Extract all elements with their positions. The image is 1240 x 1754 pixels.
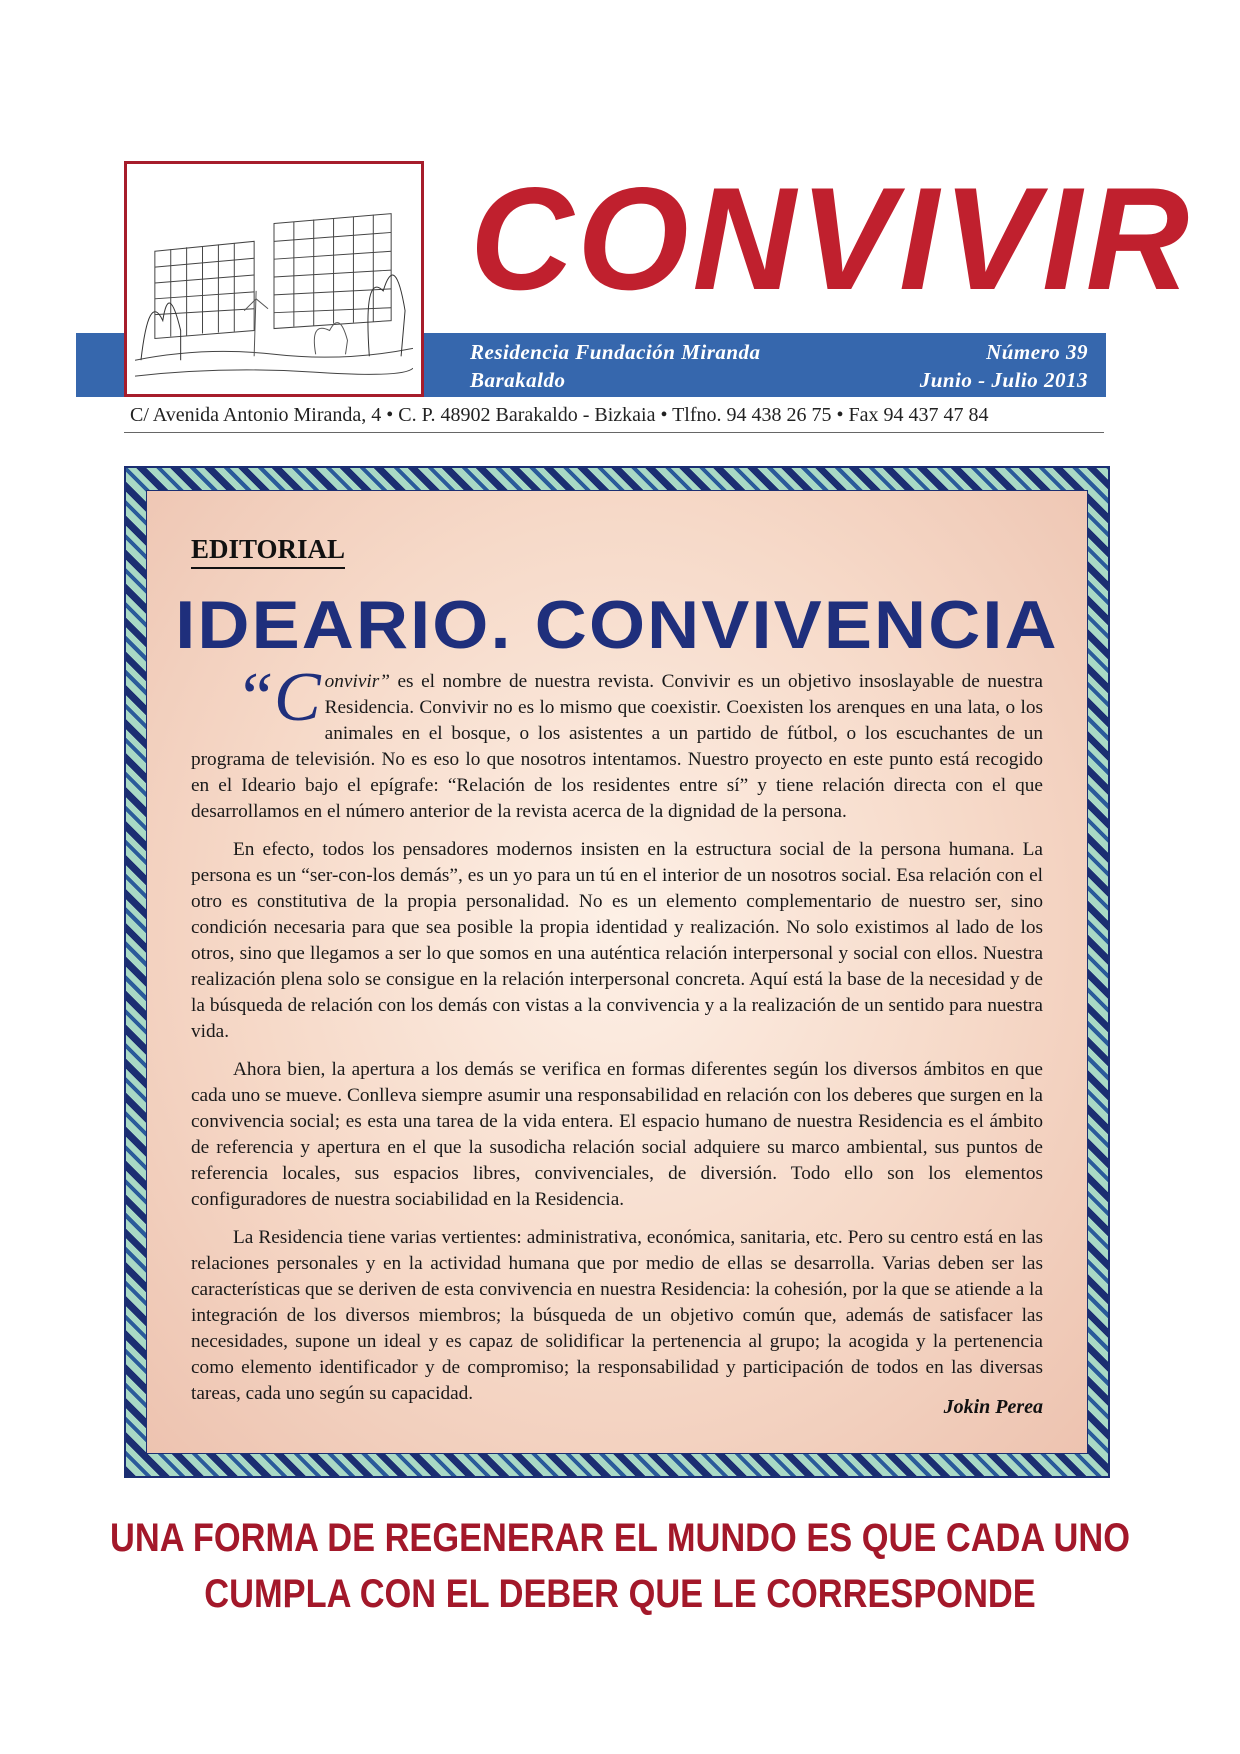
editorial-paragraph-2: En efecto, todos los pensadores modernos insisten en la estructura social de la persona humana. La persona es un “ser-con-los demás”, es un yo para un tú en el interior de un nosotros social. Esa relación con el otro es constitutiva de la propia personalidad. No es un elemento complementario de nuestro ser, sino condición necesaria para que sea posible la propia identidad y realización. No solo existimos al lado de los otros, sino que llegamos a ser lo que somos en una auténtica relación interpersonal y social con ellos. Nuestra realización plena solo se consigue en la relación interpersonal concreta. Aquí está la base de la necesidad y de la búsqueda de relación con los demás con vistas a la convivencia y a la realización de un sentido para nuestra vida. xyxy=(191,839,1043,1042)
editorial-panel xyxy=(146,490,1088,1454)
slogan-line-2: CUMPLA CON EL DEBER QUE LE CORRESPONDE xyxy=(204,1572,1036,1616)
issue-date: Junio - Julio 2013 xyxy=(919,368,1088,392)
editorial-body xyxy=(191,659,1043,1419)
editorial-paragraph-3: Ahora bien, la apertura a los demás se verifica en formas diferentes según los diversos ámbitos en que cada uno se mueve. Conlleva siempre asumir una responsabilidad en relación con los deberes que surgen en la convivencia social; es esta una tarea de la vida entera. El espacio humano de nuestra Residencia es el ámbito de referencia y apertura en el que la susodicha relación social adquiere su marco ambiental, sus puntos de referencia locales, sus espacios libres, convivenciales, de diversión. Todo ello son los elementos configuradores de nuestra sociabilidad en la Residencia. xyxy=(191,1059,1043,1210)
issue-number: Número 39 xyxy=(986,340,1088,364)
masthead-divider xyxy=(124,432,1104,433)
editorial-headline: IDEARIO. CONVIVENCIA xyxy=(175,587,1059,663)
contact-address: C/ Avenida Antonio Miranda, 4 • C. P. 48902 Barakaldo - Bizkaia • Tlfno. 94 438 26 75 • Fax 94 437 47 84 xyxy=(130,404,989,426)
building-sketch-icon xyxy=(135,172,413,386)
first-word-rest: onvivir” xyxy=(324,671,390,692)
masthead xyxy=(0,0,1240,440)
issue-info xyxy=(858,338,1088,394)
residence-name: Residencia Fundación Miranda xyxy=(470,340,761,364)
editorial-author: Jokin Perea xyxy=(943,1396,1043,1418)
editorial-paragraph-4: La Residencia tiene varias vertientes: administrativa, económica, sanitaria, etc. Pero su centro está en las relaciones personales y en la actividad humana que por medio de ellas se desarrolla. Varias deben ser las características que se deriven de esta convivencia en nuestra Residencia: la cohesión, por la que se atiende a la integración de los diversos miembros; la búsqueda de un objetivo común que, además de satisfacer las necesidades, supone un ideal y es capaz de solidificar la pertenencia al grupo; la acogida y la pertenencia como elemento identificador y de compromiso; la responsabilidad y participación de todos en las diversas tareas, cada uno según su capacidad. xyxy=(191,1227,1043,1404)
drop-cap-letter: C xyxy=(273,659,321,736)
paragraph-1-text: es el nombre de nuestra revista. Convivir es un objetivo insoslayable de nuestra Residencia. Convivir no es lo mismo que coexistir. Coexisten los arenques en una lata, o los animales en el bosque, o los asistentes a un partido de fútbol, o los escuchantes de un programa de televisión. No es eso lo que nosotros intentamos. Nuestro proyecto en este punto está recogido en el Ideario bajo el epígrafe: “Relación de los residentes entre sí” y tiene relación directa con el que desarrollamos en el número anterior de la revista acerca de la dignidad de la persona. xyxy=(191,671,1043,822)
residence-city: Barakaldo xyxy=(470,368,566,392)
section-label: EDITORIAL xyxy=(191,535,345,569)
building-sketch xyxy=(124,161,424,397)
slogan-line-1: UNA FORMA DE REGENERAR EL MUNDO ES QUE CADA UNO xyxy=(110,1516,1130,1560)
slogan xyxy=(87,1510,1153,1622)
magazine-logo: CONVIVIR xyxy=(470,157,1194,320)
editorial-frame xyxy=(124,466,1110,1478)
editorial-paragraph-1 xyxy=(191,659,1043,825)
drop-cap xyxy=(235,659,321,736)
residence-info xyxy=(470,338,761,394)
open-quote: “ xyxy=(235,659,274,736)
